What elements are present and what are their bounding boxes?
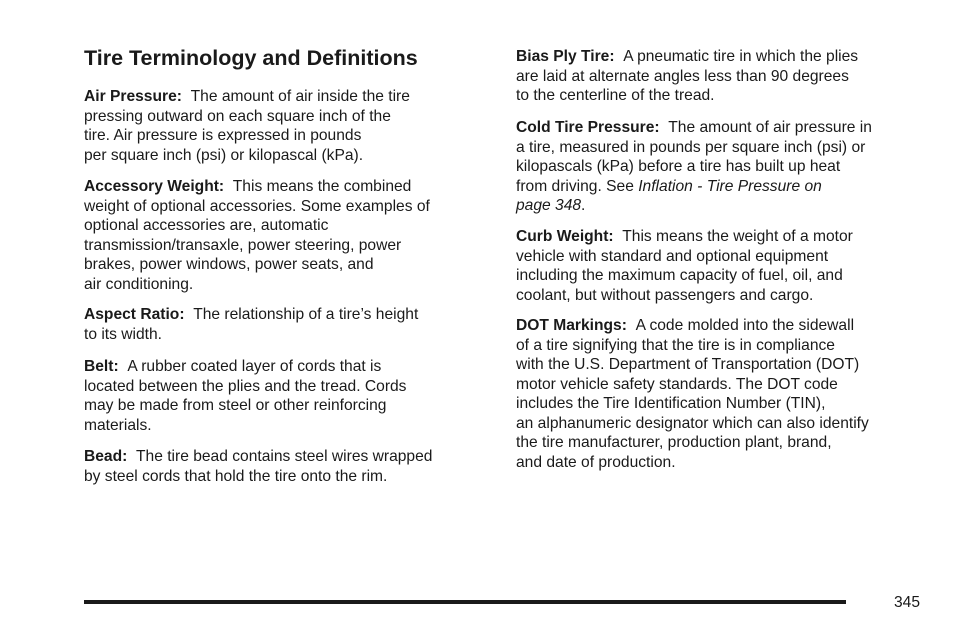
definition-line: The amount of air inside the tire xyxy=(190,88,410,105)
term-air-pressure: Air Pressure: xyxy=(84,88,182,105)
definition-bead xyxy=(84,447,432,486)
definition-line: optional accessories are, automatic xyxy=(84,217,329,234)
definition-line: The tire bead contains steel wires wrapped xyxy=(136,448,433,465)
definition-line: of a tire signifying that the tire is in compliance xyxy=(516,336,835,354)
definition-line: a tire, measured in pounds per square inch (psi) or xyxy=(516,138,866,156)
cross-reference-page[interactable]: page 348 xyxy=(516,197,582,214)
reference-end: . xyxy=(581,197,586,214)
definition-line: A code molded into the sidewall xyxy=(635,317,855,334)
definition-line: kilopascals (kPa) before a tire has built up heat xyxy=(516,158,841,175)
definition-belt xyxy=(84,357,406,435)
definition-line: coolant, but without passengers and cargo. xyxy=(516,286,814,304)
definition-line: located between the plies and the tread. Cords xyxy=(84,377,407,395)
definition-line: pressing outward on each square inch of the xyxy=(84,107,391,125)
definition-line: to its width. xyxy=(84,325,162,343)
footer-rule xyxy=(84,600,846,604)
definition-line: motor vehicle safety standards. The DOT code xyxy=(516,375,838,393)
definition-line: to the centerline of the tread. xyxy=(516,87,715,104)
definition-line: The relationship of a tire’s height xyxy=(193,306,419,323)
definition-cold-tire-pressure xyxy=(516,118,872,216)
term-belt: Belt: xyxy=(84,358,119,375)
definition-aspect-ratio xyxy=(84,305,418,344)
definition-dot-markings xyxy=(516,316,869,472)
definition-line: from driving. See xyxy=(516,177,634,195)
definition-line: transmission/transaxle, power steering, power xyxy=(84,236,402,254)
definition-line: the tire manufacturer, production plant, brand, xyxy=(516,434,832,451)
definition-accessory-weight xyxy=(84,177,430,294)
definition-line: may be made from steel or other reinforcing xyxy=(84,397,387,414)
term-aspect-ratio: Aspect Ratio: xyxy=(84,306,185,323)
definition-curb-weight xyxy=(516,227,853,305)
term-bias-ply-tire: Bias Ply Tire: xyxy=(516,48,615,65)
definition-line: The amount of air pressure in xyxy=(668,119,872,136)
cross-reference-link[interactable]: Inflation - Tire Pressure on xyxy=(638,177,822,195)
definition-line: includes the Tire Identification Number (TIN), xyxy=(516,395,826,412)
page-title: Tire Terminology and Definitions xyxy=(84,46,418,70)
definition-line: materials. xyxy=(84,416,152,434)
definition-line: per square inch (psi) or kilopascal (kPa). xyxy=(84,146,364,164)
definition-bias-ply-tire xyxy=(516,47,858,106)
definition-air-pressure xyxy=(84,87,410,165)
definition-line: an alphanumeric designator which can also identify xyxy=(516,414,869,432)
definition-line: vehicle with standard and optional equipment xyxy=(516,247,829,265)
definition-line: tire. Air pressure is expressed in pounds xyxy=(84,127,362,144)
definition-line: This means the combined xyxy=(232,178,412,195)
term-curb-weight: Curb Weight: xyxy=(516,228,614,245)
definition-line: A rubber coated layer of cords that is xyxy=(127,358,382,375)
definition-line: with the U.S. Department of Transportation (DOT) xyxy=(516,356,860,373)
term-accessory-weight: Accessory Weight: xyxy=(84,178,225,195)
term-cold-tire-pressure: Cold Tire Pressure: xyxy=(516,119,660,136)
definition-line: brakes, power windows, power seats, and xyxy=(84,256,374,273)
definition-line: weight of optional accessories. Some examples of xyxy=(84,197,430,215)
term-dot-markings: DOT Markings: xyxy=(516,317,627,334)
definition-line: by steel cords that hold the tire onto the rim. xyxy=(84,467,388,485)
definition-line: A pneumatic tire in which the plies xyxy=(623,48,859,65)
definition-line: including the maximum capacity of fuel, oil, and xyxy=(516,267,843,284)
definition-line: are laid at alternate angles less than 90 degrees xyxy=(516,67,849,85)
definition-line: and date of production. xyxy=(516,453,676,471)
term-bead: Bead: xyxy=(84,448,128,465)
definition-line: air conditioning. xyxy=(84,275,194,293)
page-number: 345 xyxy=(893,594,920,611)
definition-line: This means the weight of a motor xyxy=(622,228,853,245)
